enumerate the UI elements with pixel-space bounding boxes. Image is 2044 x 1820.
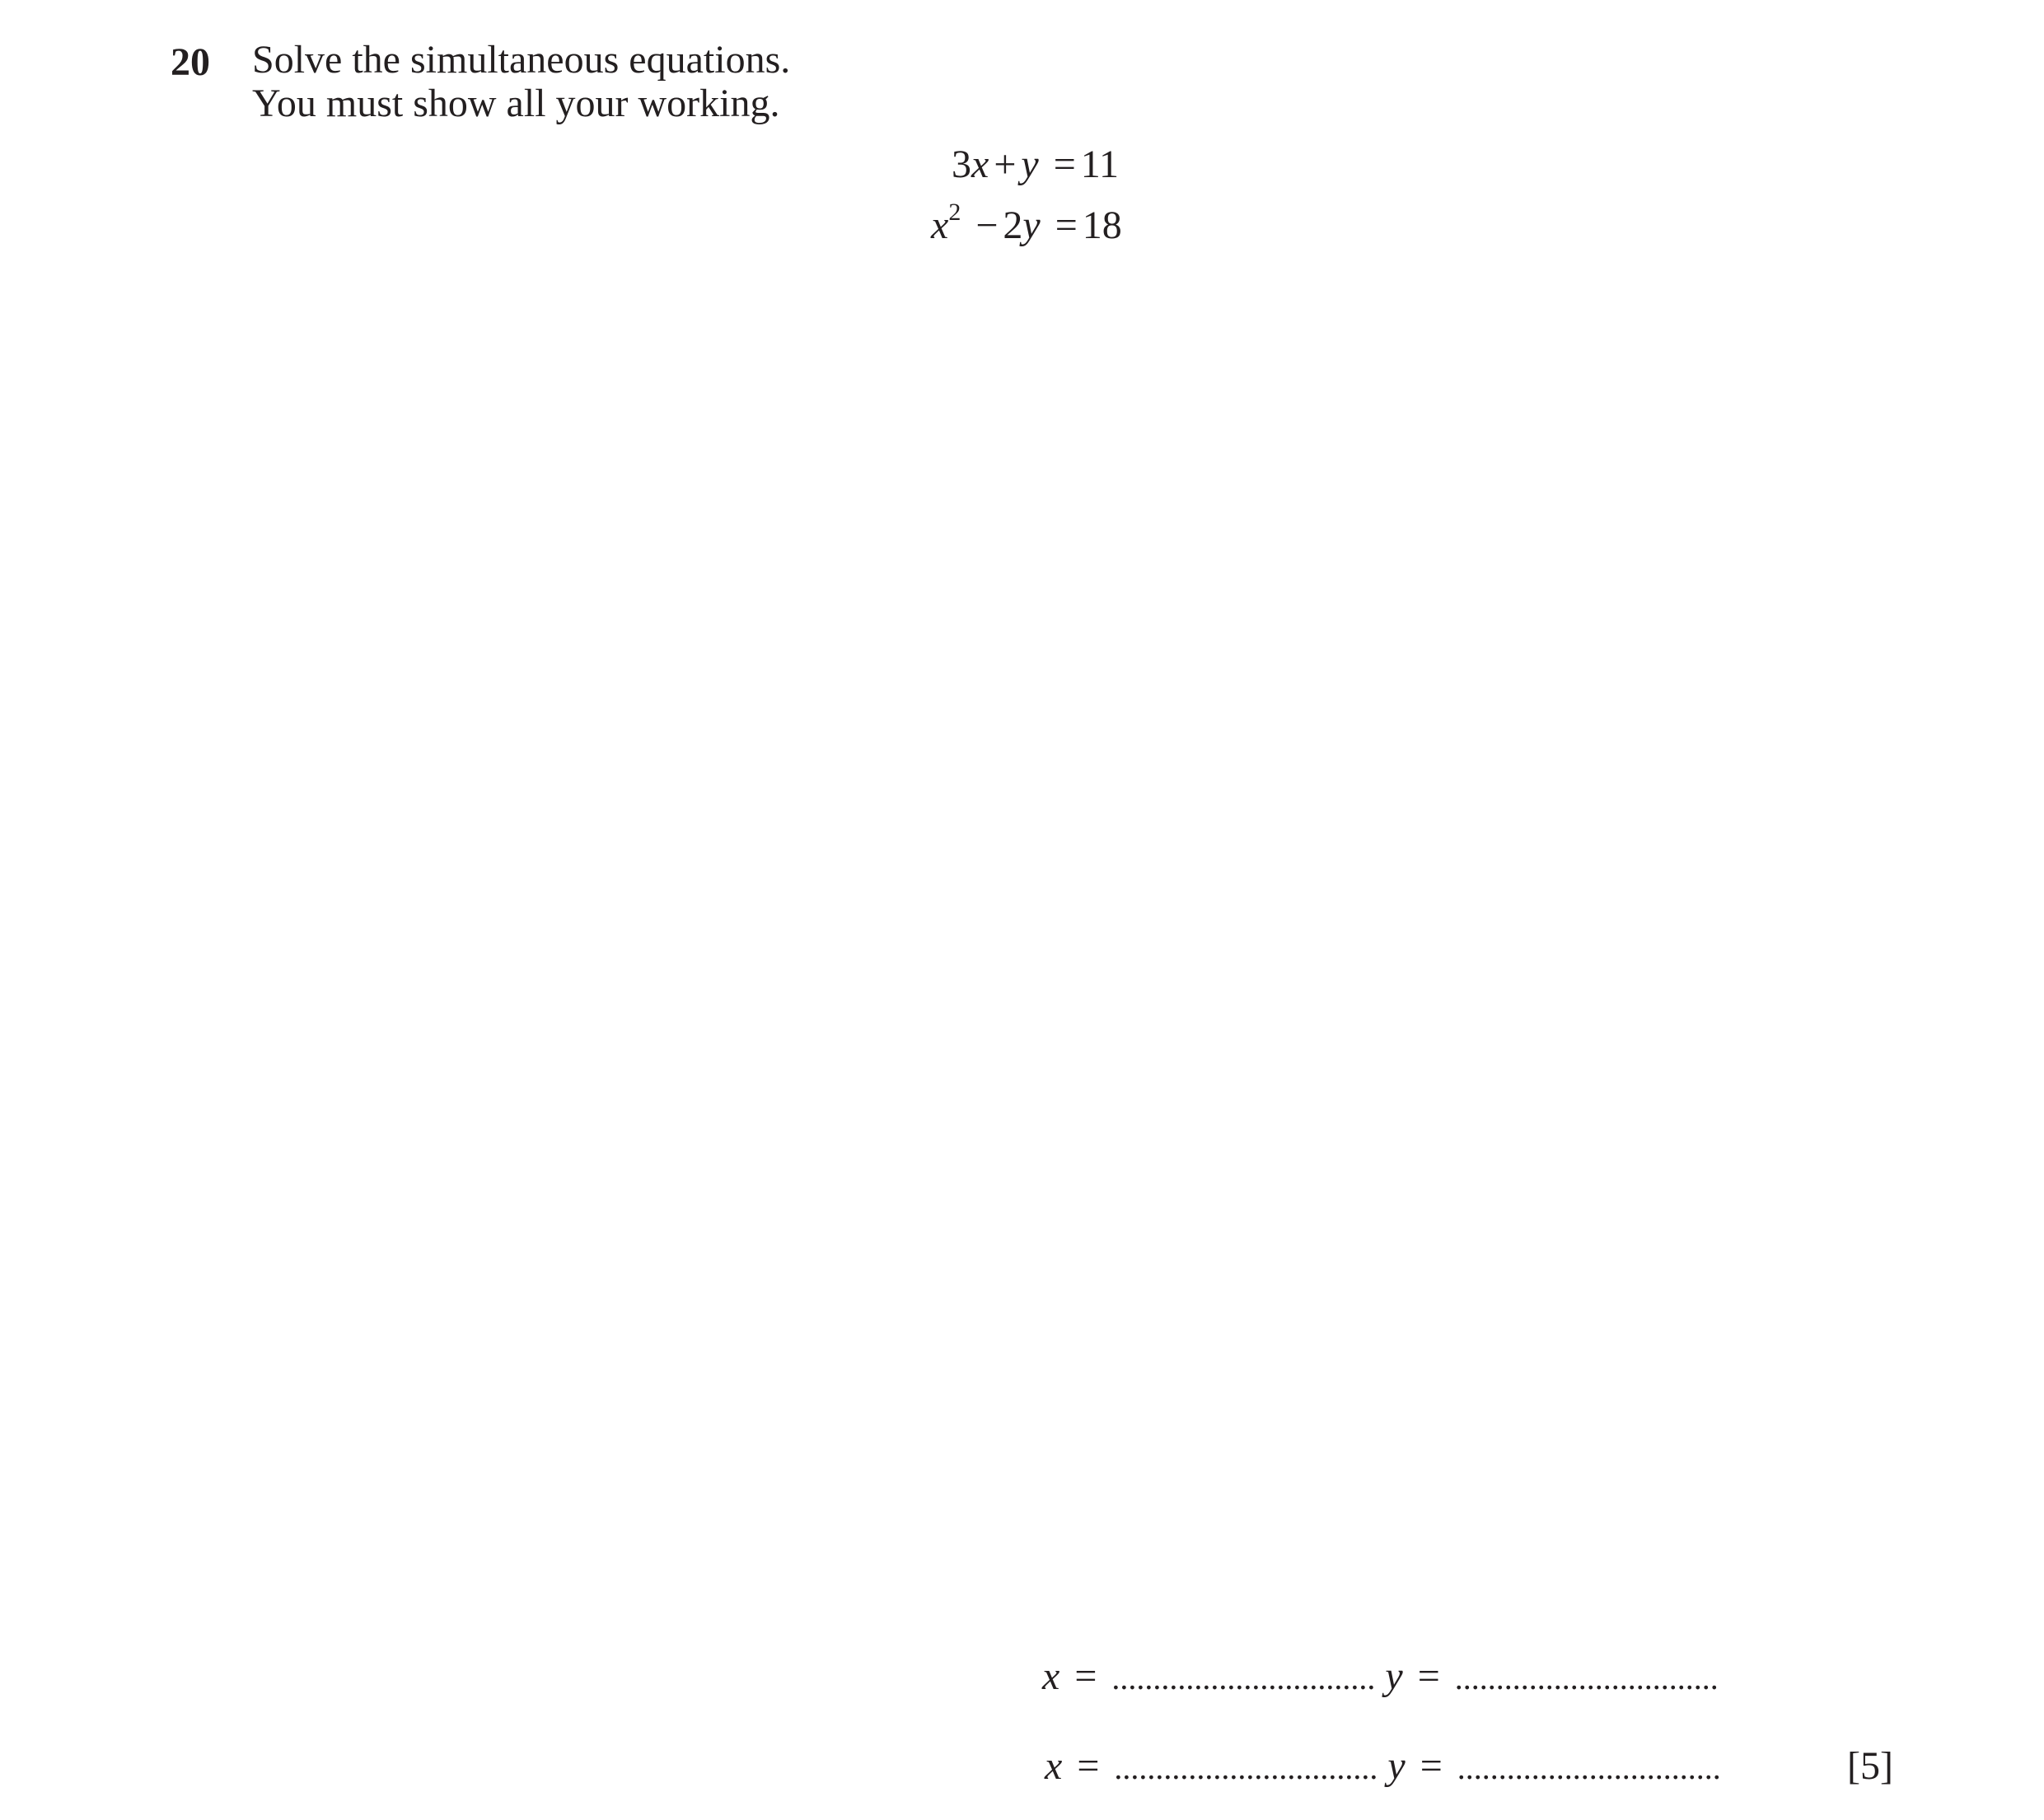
equation-linear bbox=[952, 140, 1119, 189]
question-working-note: You must show all your working. bbox=[252, 82, 780, 125]
eq1-x: x bbox=[971, 143, 989, 186]
answer-row-2 bbox=[1045, 1742, 1721, 1793]
answer2-x-equals: = bbox=[1077, 1744, 1100, 1788]
question-text bbox=[252, 38, 790, 125]
eq2-coefficient: 2 bbox=[1003, 204, 1023, 247]
answer2-y-equals: = bbox=[1420, 1744, 1443, 1788]
answer2-y-field[interactable]: ................................ bbox=[1457, 1749, 1721, 1786]
eq1-rhs: 11 bbox=[1080, 143, 1119, 186]
eq2-minus: − bbox=[975, 204, 999, 247]
answer-row-1 bbox=[1042, 1652, 1719, 1703]
eq1-plus: + bbox=[994, 143, 1017, 186]
eq2-rhs: 18 bbox=[1082, 204, 1122, 247]
eq2-x: x bbox=[931, 204, 949, 247]
answer1-x-equals: = bbox=[1074, 1654, 1097, 1698]
equation-quadratic bbox=[931, 201, 1122, 255]
eq1-coefficient: 3 bbox=[952, 143, 971, 186]
answer1-x-field[interactable]: ................................ bbox=[1111, 1659, 1376, 1696]
eq2-equals: = bbox=[1055, 204, 1078, 247]
answer2-x-field[interactable]: ................................ bbox=[1114, 1749, 1378, 1786]
eq1-equals: = bbox=[1053, 143, 1076, 186]
answer2-x-label: x bbox=[1045, 1744, 1063, 1788]
marks-available: [5] bbox=[1847, 1744, 1893, 1788]
eq1-y: y bbox=[1021, 143, 1039, 186]
answer1-y-equals: = bbox=[1417, 1654, 1440, 1698]
answer1-y-label: y bbox=[1385, 1654, 1403, 1698]
answer1-x-label: x bbox=[1042, 1654, 1060, 1698]
question-number: 20 bbox=[171, 40, 210, 84]
question-instruction: Solve the simultaneous equations. bbox=[252, 38, 791, 82]
eq2-exponent: 2 bbox=[948, 199, 961, 226]
answer1-y-field[interactable]: ................................ bbox=[1454, 1659, 1719, 1696]
answer2-y-label: y bbox=[1387, 1744, 1406, 1788]
eq2-y: y bbox=[1022, 204, 1041, 247]
